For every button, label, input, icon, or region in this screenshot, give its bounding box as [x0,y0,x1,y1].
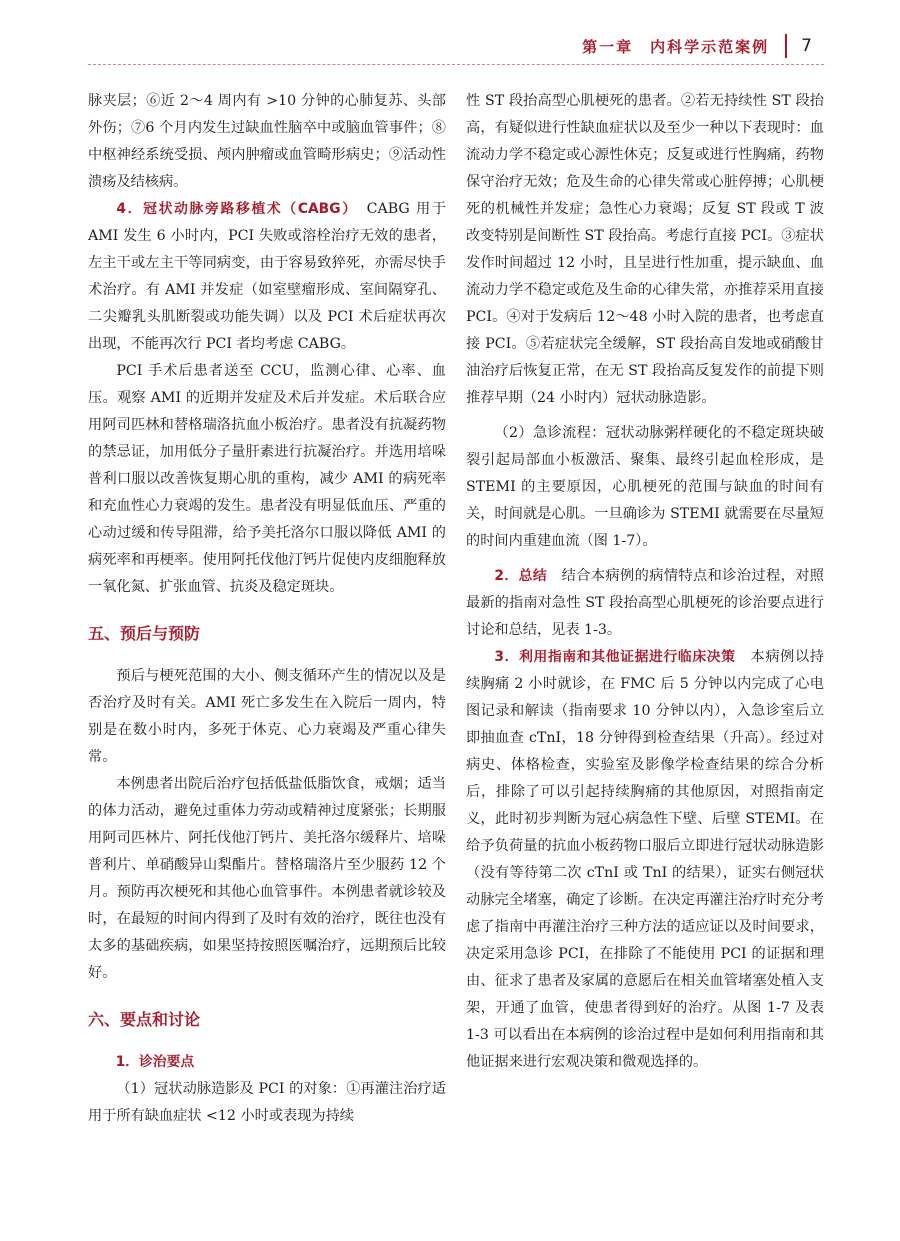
section-heading-prognosis: 五、预后与预防 [88,624,201,643]
paragraph-summary [466,563,824,644]
paragraph-text: 结合本病例的病情特点和诊治过程，对照最新的指南对急性 ST 段抬高型心肌梗死的诊治要点进行讨论和总结，见表 1-3。 [466,568,824,638]
paragraph: 性 ST 段抬高型心肌梗死的患者。②若无持续性 ST 段抬高，有疑似进行性缺血症状以及至少一种以下表现时：血流动力学不稳定或心源性休克；反复或进行性胸痛，药物保守治疗无效；危及生命的心律失常或心脏停搏；心肌梗死的机械性并发症；急性心力衰竭；反复 ST 段或 T 波改变特别是间断性 ST 段抬高。考虑行直接 PCI。③症状发作时间超过 12 小时，且呈进行性加重，提示缺血、血流动力学不稳定或危及生命的心律失常，亦推荐采用直接 PCI。④对于发病后 12～48 小时入院的患者，也考虑直接 PCI。⑤若症状完全缓解，ST 段抬高自发地或硝酸甘油治疗后恢复正常，在无 ST 段抬高反复发作的前提下则推荐早期（24 小时内）冠状动脉造影。 [466,93,824,406]
section-heading-discussion: 六、要点和讨论 [88,1010,201,1029]
header-rule [88,64,824,65]
subsection-heading: 3．利用指南和其他证据进行临床决策 [494,649,736,665]
page-number: 7 [801,36,812,56]
paragraph: （2）急诊流程：冠状动脉粥样硬化的不稳定斑块破裂引起局部血小板激活、聚集、最终引起血栓形成，是 STEMI 的主要原因，心肌梗死的范围与缺血的时间有关，时间就是心肌。一旦确诊为 STEMI 就需要在尽量短的时间内重建血流（图 1-7）。 [466,425,824,549]
subsection-heading: 2．总结 [494,568,548,584]
paragraph: 本例患者出院后治疗包括低盐低脂饮食，戒烟；适当的体力活动，避免过重体力劳动或精神过度紧张；长期服用阿司匹林片、阿托伐他汀钙片、美托洛尔缓释片、培哚普利片、单硝酸异山梨酯片。替格瑞洛片至少服药 12 个月。预防再次梗死和其他心血管事件。本例患者就诊较及时，在最短的时间内得到了及时有效的治疗，既往也没有太多的基础疾病，如果坚持按照医嘱治疗，远期预后比较好。 [88,776,446,981]
running-header [582,33,812,59]
right-column [466,88,824,1076]
subsection-heading: 4．冠状动脉旁路移植术（CABG） [116,201,351,217]
paragraph: （1）冠状动脉造影及 PCI 的对象：①再灌注治疗适用于所有缺血症状 <12 小时或表现为持续 [88,1081,446,1124]
paragraph: 脉夹层；⑥近 2～4 周内有 >10 分钟的心肺复苏、头部外伤；⑦6 个月内发生过缺血性脑卒中或脑血管事件；⑧中枢神经系统受损、颅内肿瘤或血管畸形病史；⑨活动性溃疡及结核病。 [88,93,446,190]
left-column [88,88,446,1130]
chapter-title: 第一章 内科学示范案例 [582,37,770,56]
paragraph-text: 本病例以持续胸痛 2 小时就诊，在 FMC 后 5 分钟以内完成了心电图记录和解读（指南要求 10 分钟以内），入急诊室后立即抽血查 cTnI，18 分钟得到检查结果（升高）。经过对病史、体格检查，实验室及影像学检查结果的综合分析后，排除了可以引起持续胸痛的其他原因，对照指南定义，此时初步判断为冠心病急性下壁、后壁 STEMI。在给予负荷量的抗血小板药物口服后立即进行冠状动脉造影（没有等待第二次 cTnI 或 TnI 的结果），证实右侧冠状动脉完全堵塞，确定了诊断。在决定再灌注治疗时充分考虑了指南中再灌注治疗三种方法的适应证以及时间要求，决定采用急诊 PCI，在排除了不能使用 PCI 的证据和理由、征求了患者及家属的意愿后在相关血管堵塞处植入支架，开通了血管，使患者得到好的治疗。从图 1-7 及表 1-3 可以看出在本病例的诊治过程中是如何利用指南和其他证据来进行宏观决策和微观选择的。 [466,649,824,1070]
subsection-heading: 1．诊治要点 [115,1054,195,1070]
header-divider [785,34,787,58]
paragraph-text: CABG 用于 AMI 发生 6 小时内，PCI 失败或溶栓治疗无效的患者，左主干或左主干等同病变，由于容易致猝死，亦需尽快手术治疗。有 AMI 并发症（如室壁瘤形成、室间隔穿孔、二尖瓣乳头肌断裂或功能失调）以及 PCI 术后症状再次出现，不能再次行 PCI 者均考虑 CABG。 [88,201,447,352]
paragraph-cabg [88,196,446,358]
paragraph-guideline [466,644,824,1076]
paragraph: 预后与梗死范围的大小、侧支循环产生的情况以及是否治疗及时有关。AMI 死亡多发生在入院后一周内，特别是在数小时内，多死于休克、心力衰竭及严重心律失常。 [88,668,446,765]
paragraph: PCI 手术后患者送至 CCU，监测心律、心率、血压。观察 AMI 的近期并发症及术后并发症。术后联合应用阿司匹林和替格瑞洛抗血小板治疗。患者没有抗凝药物的禁忌证，加用低分子量肝素进行抗凝治疗。并选用培哚普利口服以改善恢复期心肌的重构，减少 AMI 的病死率和充血性心力衰竭的发生。患者没有明显低血压、严重的心动过缓和传导阻滞，给予美托洛尔口服以降低 AMI 的病死率和再梗率。使用阿托伐他汀钙片促使内皮细胞释放一氧化氮、扩张血管、抗炎及稳定斑块。 [88,363,446,595]
